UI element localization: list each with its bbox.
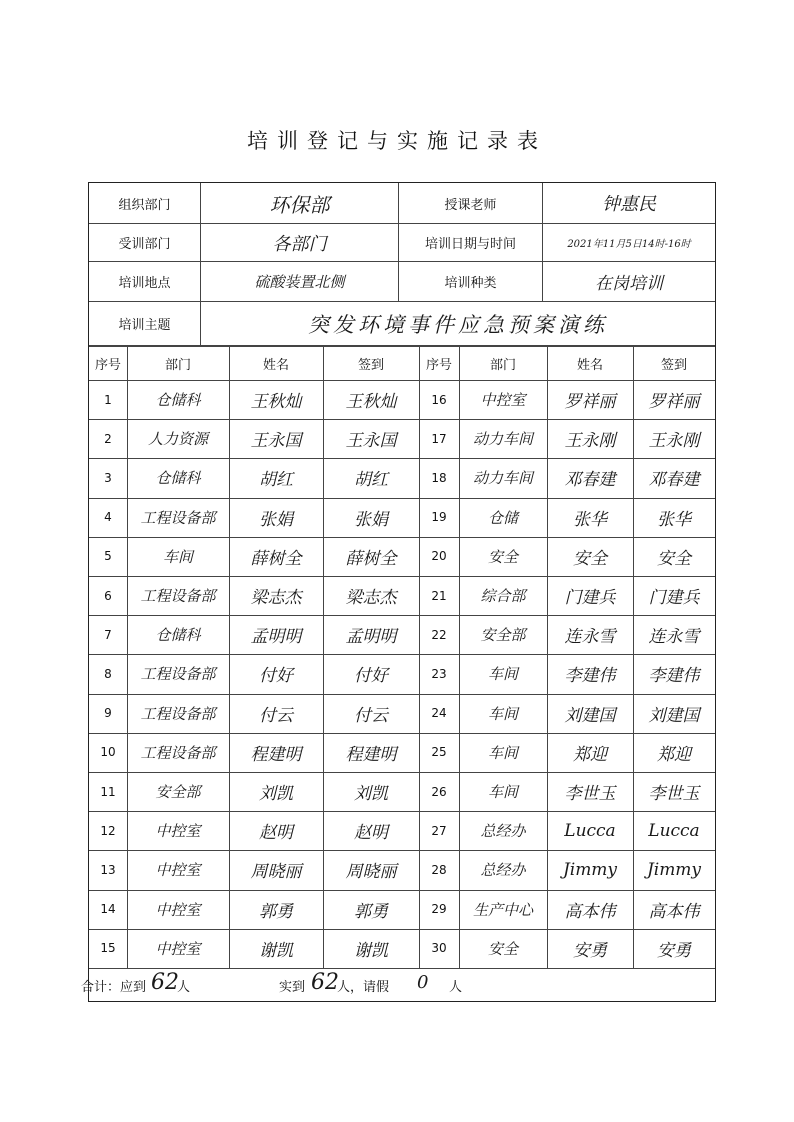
right-row-1-name: 罗祥丽 xyxy=(564,392,616,413)
grid-hline xyxy=(89,811,715,812)
right-row-3-sign: 邓春建 xyxy=(648,470,700,491)
left-row-15-seq: 15 xyxy=(100,941,116,956)
location-value: 硫酸装置北侧 xyxy=(201,262,399,302)
left-row-13-name: 周晓丽 xyxy=(250,862,302,883)
left-row-11-seq: 11 xyxy=(100,784,116,799)
right-row-9-seq: 24 xyxy=(431,706,447,721)
grid-hline xyxy=(89,537,715,538)
total-unit: 人 xyxy=(177,980,191,995)
right-row-12-dept: 总经办 xyxy=(480,822,526,841)
left-row-15-sign: 谢凯 xyxy=(354,940,388,961)
right-row-7-seq: 22 xyxy=(431,627,447,642)
right-row-15-seq: 30 xyxy=(431,941,447,956)
right-row-3-name: 邓春建 xyxy=(564,470,616,491)
left-row-1-dept: 仓储科 xyxy=(155,391,201,410)
right-row-12-seq: 27 xyxy=(431,823,447,838)
right-row-15-dept: 安全 xyxy=(487,939,518,958)
type-value: 在岗培训 xyxy=(543,262,715,302)
right-row-4-name: 张华 xyxy=(573,509,607,530)
left-row-1-seq: 1 xyxy=(104,392,112,407)
left-row-10-sign: 程建明 xyxy=(345,744,397,765)
col-dept-right: 部门 xyxy=(489,357,516,373)
right-row-3-dept: 动力车间 xyxy=(472,469,533,488)
grid-hline xyxy=(89,929,715,930)
type-label: 培训种类 xyxy=(399,262,543,302)
grid-vline xyxy=(229,346,230,968)
left-row-6-sign: 梁志杰 xyxy=(345,588,397,609)
left-row-13-sign: 周晓丽 xyxy=(345,862,397,883)
grid-hline xyxy=(89,733,715,734)
footer-summary xyxy=(81,968,715,1001)
left-row-3-seq: 3 xyxy=(104,470,112,485)
right-row-10-name: 郑迎 xyxy=(573,744,607,765)
grid-vline xyxy=(323,346,324,968)
grid-hline xyxy=(89,890,715,891)
col-name-right: 姓名 xyxy=(576,357,603,373)
grid-hline xyxy=(89,615,715,616)
datetime-value: 2021年11月5日14时-16时 xyxy=(543,224,715,262)
right-row-8-dept: 车间 xyxy=(487,665,518,684)
left-row-9-seq: 9 xyxy=(104,706,112,721)
grid-hline xyxy=(89,380,715,381)
right-row-8-seq: 23 xyxy=(431,666,447,681)
grid-hline xyxy=(89,772,715,773)
location-label: 培训地点 xyxy=(89,262,201,302)
right-row-10-dept: 车间 xyxy=(487,743,518,762)
right-row-9-name: 刘建国 xyxy=(564,705,616,726)
right-row-14-name: 高本伟 xyxy=(564,901,616,922)
right-row-1-sign: 罗祥丽 xyxy=(648,392,700,413)
left-row-4-seq: 4 xyxy=(104,510,112,525)
right-row-5-sign: 安全 xyxy=(657,548,691,569)
right-row-6-sign: 门建兵 xyxy=(648,588,700,609)
left-row-3-dept: 仓储科 xyxy=(155,469,201,488)
left-row-14-seq: 14 xyxy=(100,902,116,917)
left-row-8-name: 付好 xyxy=(259,666,293,687)
right-row-11-dept: 车间 xyxy=(487,783,518,802)
right-row-11-sign: 李世玉 xyxy=(648,784,700,805)
grid-hline xyxy=(89,498,715,499)
leave-label: 人，请假 xyxy=(337,980,390,995)
right-row-13-sign: Jimmy xyxy=(646,859,702,880)
left-row-6-dept: 工程设备部 xyxy=(140,587,216,606)
grid-vline xyxy=(419,346,420,968)
right-row-7-dept: 安全部 xyxy=(480,626,526,645)
org-dept-label: 组织部门 xyxy=(89,183,201,224)
left-row-4-sign: 张娟 xyxy=(354,509,388,530)
right-row-9-sign: 刘建国 xyxy=(648,705,700,726)
right-row-15-name: 安勇 xyxy=(573,940,607,961)
grid-vline xyxy=(127,346,128,968)
right-row-11-seq: 26 xyxy=(431,784,447,799)
page-title: 培训登记与实施记录表 xyxy=(247,129,547,153)
right-row-8-name: 李建伟 xyxy=(564,666,616,687)
left-row-9-dept: 工程设备部 xyxy=(140,704,216,723)
right-row-6-dept: 综合部 xyxy=(480,587,526,606)
col-sign-right: 签到 xyxy=(660,357,687,373)
left-row-1-sign: 王秋灿 xyxy=(345,392,397,413)
right-row-11-name: 李世玉 xyxy=(564,784,616,805)
right-row-13-name: Jimmy xyxy=(562,859,618,880)
left-row-11-dept: 安全部 xyxy=(155,783,201,802)
right-row-5-seq: 20 xyxy=(431,549,447,564)
col-seq-left: 序号 xyxy=(94,357,121,373)
col-seq-right: 序号 xyxy=(425,357,452,373)
left-row-9-sign: 付云 xyxy=(354,705,388,726)
right-row-9-dept: 车间 xyxy=(487,704,518,723)
teacher-value: 钟惠民 xyxy=(543,183,715,224)
right-row-14-dept: 生产中心 xyxy=(472,900,533,919)
left-row-12-dept: 中控室 xyxy=(155,822,201,841)
right-row-8-sign: 李建伟 xyxy=(648,666,700,687)
right-row-13-seq: 28 xyxy=(431,862,447,877)
grid-hline xyxy=(89,576,715,577)
right-row-10-seq: 25 xyxy=(431,745,447,760)
left-row-2-dept: 人力资源 xyxy=(147,430,208,449)
left-row-1-name: 王秋灿 xyxy=(250,392,302,413)
grid-hline xyxy=(89,694,715,695)
right-row-4-dept: 仓储 xyxy=(487,508,518,527)
right-row-15-sign: 安勇 xyxy=(657,940,691,961)
left-row-5-seq: 5 xyxy=(104,549,112,564)
left-row-8-dept: 工程设备部 xyxy=(140,665,216,684)
left-row-13-dept: 中控室 xyxy=(155,861,201,880)
col-sign-left: 签到 xyxy=(357,357,384,373)
actual-label: 实到 xyxy=(279,980,306,995)
left-row-6-name: 梁志杰 xyxy=(250,588,302,609)
left-row-7-sign: 孟明明 xyxy=(345,627,397,648)
leave-unit: 人 xyxy=(449,980,463,995)
right-row-1-seq: 16 xyxy=(431,392,447,407)
left-row-10-seq: 10 xyxy=(100,745,116,760)
left-row-8-seq: 8 xyxy=(104,666,112,681)
right-row-5-dept: 安全 xyxy=(487,547,518,566)
org-dept-value: 环保部 xyxy=(201,183,399,224)
left-row-7-name: 孟明明 xyxy=(250,627,302,648)
grid-hline xyxy=(89,654,715,655)
left-row-5-name: 薛树全 xyxy=(250,548,302,569)
right-row-1-dept: 中控室 xyxy=(480,391,526,410)
left-row-12-sign: 赵明 xyxy=(354,823,388,844)
topic-value: 突发环境事件应急预案演练 xyxy=(201,302,715,346)
right-row-7-sign: 连永雪 xyxy=(648,627,700,648)
left-row-7-seq: 7 xyxy=(104,627,112,642)
leave-value: 0 xyxy=(417,972,429,993)
datetime-label: 培训日期与时间 xyxy=(399,224,543,262)
right-row-14-sign: 高本伟 xyxy=(648,901,700,922)
left-row-3-name: 胡红 xyxy=(259,470,293,491)
left-row-15-dept: 中控室 xyxy=(155,939,201,958)
left-row-9-name: 付云 xyxy=(259,705,293,726)
left-row-6-seq: 6 xyxy=(104,588,112,603)
trainee-dept-label: 受训部门 xyxy=(89,224,201,262)
right-row-4-seq: 19 xyxy=(431,510,447,525)
right-row-10-sign: 郑迎 xyxy=(657,744,691,765)
left-row-12-name: 赵明 xyxy=(259,823,293,844)
grid-hline xyxy=(89,458,715,459)
right-row-7-name: 连永雪 xyxy=(564,627,616,648)
left-row-10-name: 程建明 xyxy=(250,744,302,765)
training-form xyxy=(81,182,716,1002)
right-row-2-name: 王永刚 xyxy=(564,431,616,452)
right-row-12-name: Lucca xyxy=(564,820,616,841)
right-row-2-dept: 动力车间 xyxy=(472,430,533,449)
left-row-2-name: 王永国 xyxy=(250,431,302,452)
grid-vline xyxy=(547,346,548,968)
left-row-11-sign: 刘凯 xyxy=(354,784,388,805)
left-row-5-sign: 薛树全 xyxy=(345,548,397,569)
left-row-14-sign: 郭勇 xyxy=(354,901,388,922)
right-row-14-seq: 29 xyxy=(431,902,447,917)
left-row-14-name: 郭勇 xyxy=(259,901,293,922)
actual-value: 62 xyxy=(311,970,339,995)
left-row-4-dept: 工程设备部 xyxy=(140,508,216,527)
right-row-12-sign: Lucca xyxy=(648,820,700,841)
left-row-15-name: 谢凯 xyxy=(259,940,293,961)
col-dept-left: 部门 xyxy=(164,357,191,373)
right-row-2-sign: 王永刚 xyxy=(648,431,700,452)
right-row-6-seq: 21 xyxy=(431,588,447,603)
trainee-dept-value: 各部门 xyxy=(201,224,399,262)
left-row-10-dept: 工程设备部 xyxy=(140,743,216,762)
left-row-14-dept: 中控室 xyxy=(155,900,201,919)
total-value: 62 xyxy=(151,970,179,995)
right-row-2-seq: 17 xyxy=(431,431,447,446)
teacher-label: 授课老师 xyxy=(399,183,543,224)
left-row-3-sign: 胡红 xyxy=(354,470,388,491)
right-row-3-seq: 18 xyxy=(431,470,447,485)
grid-hline xyxy=(89,850,715,851)
grid-vline xyxy=(459,346,460,968)
left-row-7-dept: 仓储科 xyxy=(155,626,201,645)
right-row-5-name: 安全 xyxy=(573,548,607,569)
left-row-12-seq: 12 xyxy=(100,823,116,838)
left-row-4-name: 张娟 xyxy=(259,509,293,530)
col-name-left: 姓名 xyxy=(262,357,289,373)
left-row-8-sign: 付好 xyxy=(354,666,388,687)
left-row-5-dept: 车间 xyxy=(162,547,193,566)
topic-label: 培训主题 xyxy=(89,302,201,346)
grid-hline xyxy=(89,419,715,420)
grid-hline xyxy=(89,346,715,347)
left-row-2-seq: 2 xyxy=(104,431,112,446)
left-row-11-name: 刘凯 xyxy=(259,784,293,805)
left-row-2-sign: 王永国 xyxy=(345,431,397,452)
grid-vline xyxy=(633,346,634,968)
right-row-4-sign: 张华 xyxy=(657,509,691,530)
total-label: 合计：应到 xyxy=(81,980,147,995)
right-row-6-name: 门建兵 xyxy=(564,588,616,609)
right-row-13-dept: 总经办 xyxy=(480,861,526,880)
left-row-13-seq: 13 xyxy=(100,862,116,877)
